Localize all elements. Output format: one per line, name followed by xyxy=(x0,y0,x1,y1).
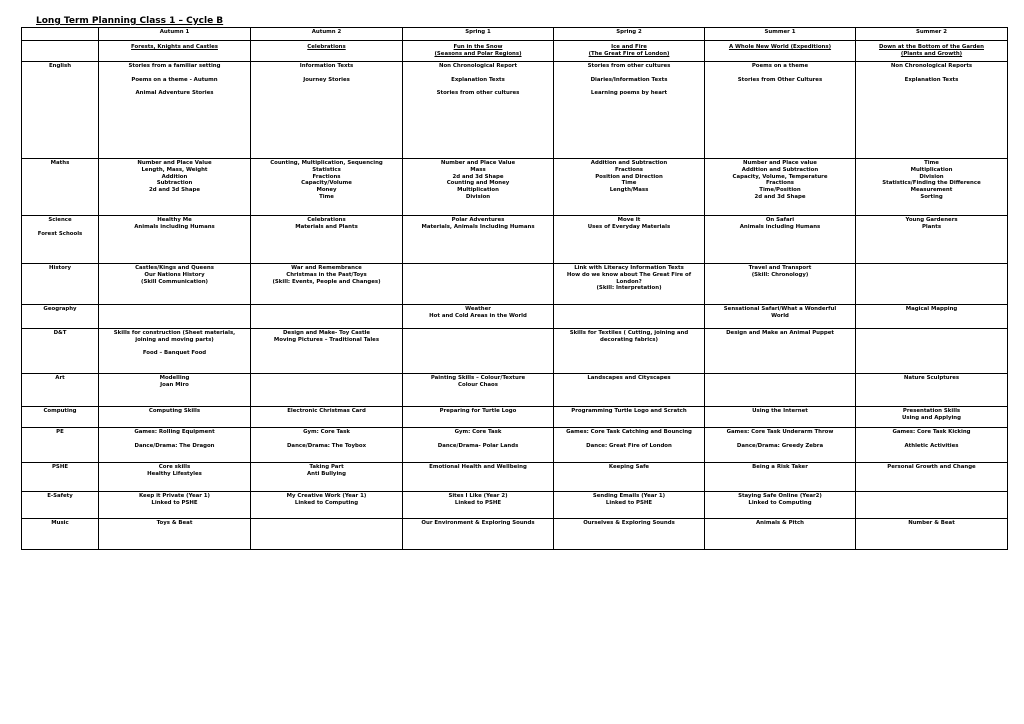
subject-cell xyxy=(22,305,99,329)
plan-cell xyxy=(856,329,1008,374)
plan-cell xyxy=(403,428,554,463)
plan-cell-line: Ourselves & Exploring Sounds xyxy=(583,520,675,526)
plan-cell xyxy=(251,463,403,492)
plan-cell-line: Fractions xyxy=(765,180,794,187)
plan-cell-line: Information Texts xyxy=(299,63,354,69)
plan-cell xyxy=(705,62,856,159)
topic-cell xyxy=(705,41,856,62)
subject-cell xyxy=(22,329,99,374)
plan-cell xyxy=(251,305,403,329)
plan-cell-line: Skills for construction (Sheet materials, xyxy=(113,330,236,336)
plan-cell xyxy=(99,264,251,305)
blank-line xyxy=(556,70,702,77)
plan-cell xyxy=(251,374,403,407)
plan-cell-line: Length, Mass, Weight xyxy=(141,166,208,173)
plan-cell xyxy=(856,519,1008,550)
plan-cell-line: (Skill: Chronology) xyxy=(751,271,809,278)
plan-cell xyxy=(705,519,856,550)
plan-cell-line: Programming Turtle Logo and Scratch xyxy=(571,408,687,414)
subject-row xyxy=(22,492,1008,519)
plan-cell-line: Magical Mapping xyxy=(905,306,958,312)
plan-cell-line: Hot and Cold Areas in the World xyxy=(429,312,527,319)
plan-cell xyxy=(554,492,705,519)
plan-cell xyxy=(705,407,856,428)
plan-cell-line: Counting, Multiplication, Sequencing xyxy=(270,160,383,166)
plan-cell-line: Young Gardeners xyxy=(905,217,958,223)
plan-cell-line: Landscapes and Cityscapes xyxy=(587,375,671,381)
corner-cell xyxy=(22,28,99,41)
plan-cell-line: Weather xyxy=(465,306,491,312)
plan-cell-line: Design and Make- Toy Castle xyxy=(282,330,371,336)
subject-label: Computing xyxy=(43,408,77,414)
plan-cell-line: Linked to PSHE xyxy=(605,499,653,506)
plan-cell xyxy=(99,492,251,519)
plan-cell-line: Staying Safe Online (Year2) xyxy=(738,493,822,499)
plan-cell-line: Toys & Beat xyxy=(156,520,193,526)
subject-row xyxy=(22,216,1008,264)
plan-cell-line: Capacity, Volume, Temperature xyxy=(732,173,828,180)
subject-label: PSHE xyxy=(51,464,69,470)
plan-cell-line: Preparing for Turtle Logo xyxy=(439,408,517,414)
plan-cell-line: Non Chronological Reports xyxy=(890,63,973,69)
plan-cell xyxy=(554,374,705,407)
subject-label: Art xyxy=(55,375,65,381)
plan-cell xyxy=(856,62,1008,159)
plan-cell-line: Uses of Everyday Materials xyxy=(587,223,671,230)
plan-cell xyxy=(705,374,856,407)
plan-cell-line: joining and moving parts) xyxy=(135,336,214,343)
topic-title: (The Great Fire of London) xyxy=(588,50,670,57)
plan-cell-line: Sorting xyxy=(920,193,943,200)
plan-cell-line: Stories from other cultures xyxy=(587,63,671,69)
plan-cell-line: Stories from other cultures xyxy=(436,90,520,96)
subject-row xyxy=(22,463,1008,492)
subject-row xyxy=(22,428,1008,463)
plan-cell xyxy=(403,159,554,216)
plan-cell-line: Counting and Money xyxy=(446,180,510,187)
plan-cell-line: Dance: Great Fire of London xyxy=(586,442,672,449)
plan-cell-line: Multiplication xyxy=(910,166,953,173)
plan-cell-line: Sending Emails (Year 1) xyxy=(592,493,666,499)
plan-cell xyxy=(251,264,403,305)
plan-cell-line: Materials and Plants xyxy=(295,223,358,230)
subject-cell xyxy=(22,407,99,428)
plan-cell xyxy=(99,374,251,407)
plan-cell-line: Number & Beat xyxy=(908,520,955,526)
plan-cell xyxy=(99,407,251,428)
plan-cell xyxy=(856,216,1008,264)
subject-cell xyxy=(22,159,99,216)
subject-row xyxy=(22,62,1008,159)
plan-cell xyxy=(251,216,403,264)
subject-cell xyxy=(22,519,99,550)
plan-cell xyxy=(856,264,1008,305)
plan-cell xyxy=(99,216,251,264)
plan-cell-line: On Safari xyxy=(765,217,795,223)
plan-cell-line: Fractions xyxy=(312,173,341,180)
blank-line xyxy=(556,436,702,443)
blank-line xyxy=(253,70,400,77)
topic-row xyxy=(22,41,1008,62)
plan-cell-line: Number and Place value xyxy=(743,160,817,166)
topic-cell xyxy=(403,41,554,62)
plan-cell-line: Time xyxy=(319,193,334,200)
plan-cell-line: Joan Miro xyxy=(160,381,189,388)
plan-cell-line: Linked to Computing xyxy=(748,499,812,506)
plan-cell xyxy=(856,374,1008,407)
topic-title: (Plants and Growth) xyxy=(900,50,963,57)
topic-cell xyxy=(554,41,705,62)
plan-cell xyxy=(554,216,705,264)
plan-cell xyxy=(403,492,554,519)
plan-cell-line: Our Nations History xyxy=(144,271,205,278)
plan-cell-line: Castles/Kings and Queens xyxy=(135,265,214,271)
plan-cell-line: Games: Rolling Equipment xyxy=(134,429,215,435)
plan-cell-line: Link with Literacy Information Texts xyxy=(574,265,684,271)
plan-cell-line: Sensational Safari/What a Wonderful xyxy=(723,306,837,312)
planning-table xyxy=(21,27,1008,550)
plan-cell-line: Personal Growth and Change xyxy=(887,464,976,470)
plan-cell xyxy=(99,305,251,329)
subject-row xyxy=(22,374,1008,407)
plan-cell-line: Christmas in the Past/Toys xyxy=(286,271,367,278)
plan-cell-line: Taking Part xyxy=(309,464,344,470)
plan-cell xyxy=(705,305,856,329)
blank-line xyxy=(101,344,248,351)
plan-cell-line: Polar Adventures xyxy=(451,217,505,223)
plan-cell-line: Games: Core Task Kicking xyxy=(892,429,971,435)
plan-cell-line: Design and Make an Animal Puppet xyxy=(726,330,834,336)
plan-cell-line: (Skill: Events, People and Changes) xyxy=(272,278,381,285)
term-header: Spring 1 xyxy=(403,28,554,41)
plan-cell-line: Computing Skills xyxy=(148,408,201,414)
plan-cell xyxy=(554,428,705,463)
plan-cell-line: Skills for Textiles ( Cutting, joining and xyxy=(569,330,689,336)
plan-cell-line: My Creative Work (Year 1) xyxy=(286,493,367,499)
subject-row xyxy=(22,159,1008,216)
subject-label: English xyxy=(48,63,72,69)
subject-cell xyxy=(22,216,99,264)
plan-cell-line: Games: Core Task Catching and Bouncing xyxy=(566,429,692,435)
plan-cell-line: Stories from a familiar setting xyxy=(128,63,221,69)
plan-cell xyxy=(554,463,705,492)
plan-cell-line: Statistics xyxy=(312,166,341,173)
plan-cell xyxy=(251,62,403,159)
plan-cell-line: Celebrations xyxy=(307,217,346,223)
plan-cell-line: How do we know about The Great Fire of xyxy=(566,271,692,278)
topic-cell xyxy=(856,41,1008,62)
subject-row xyxy=(22,305,1008,329)
plan-cell xyxy=(705,428,856,463)
document-title: Long Term Planning Class 1 – Cycle B xyxy=(36,16,224,26)
plan-cell xyxy=(856,159,1008,216)
plan-cell xyxy=(403,216,554,264)
plan-cell-line: Dance/Drama: The Toybox xyxy=(286,442,367,449)
plan-cell-line: 2d and 3d Shape xyxy=(148,187,201,193)
plan-cell xyxy=(99,428,251,463)
plan-cell xyxy=(856,407,1008,428)
plan-cell-line: Explanation Texts xyxy=(451,76,505,83)
plan-cell-line: Animals & Pitch xyxy=(755,520,805,526)
plan-cell-line: Poems on a theme xyxy=(751,63,809,69)
plan-cell-line: Modelling xyxy=(159,375,190,381)
plan-cell xyxy=(403,62,554,159)
plan-cell-line: Money xyxy=(316,187,337,193)
subject-label: Music xyxy=(51,520,69,526)
plan-cell xyxy=(554,264,705,305)
plan-cell-line: Dance/Drama- Polar Lands xyxy=(437,442,519,449)
term-header: Summer 1 xyxy=(705,28,856,41)
plan-cell-line: Animal Adventure Stories xyxy=(135,90,214,96)
plan-cell xyxy=(554,159,705,216)
plan-cell-line: Position and Direction xyxy=(595,173,663,180)
plan-cell-line: decorating fabrics) xyxy=(600,336,658,343)
plan-cell xyxy=(554,62,705,159)
subject-cell xyxy=(22,463,99,492)
plan-cell-line: Time xyxy=(924,160,939,166)
plan-cell-line: Division xyxy=(465,193,491,200)
plan-cell-line: Using the Internet xyxy=(752,408,808,414)
topic-cell xyxy=(251,41,403,62)
plan-cell-line: Length/Mass xyxy=(609,187,649,193)
plan-cell-line: Presentation Skills xyxy=(902,408,961,414)
plan-cell-line: Emotional Health and Wellbeing xyxy=(429,464,527,470)
topic-title: Fun in the Snow xyxy=(453,44,503,50)
plan-cell xyxy=(856,463,1008,492)
subject-label: Forest Schools xyxy=(37,230,83,237)
topic-label-cell xyxy=(22,41,99,62)
plan-cell-line: Electronic Christmas Card xyxy=(287,408,366,414)
blank-line xyxy=(405,70,551,77)
plan-cell-line: Gym: Core Task xyxy=(454,429,502,435)
subject-cell xyxy=(22,62,99,159)
plan-cell-line: Time xyxy=(621,180,637,187)
plan-cell-line: Core skills xyxy=(158,464,191,470)
topic-title: Down at the Bottom of the Garden xyxy=(878,44,985,50)
plan-cell xyxy=(856,492,1008,519)
plan-cell-line: Materials, Animals Including Humans xyxy=(421,223,535,230)
plan-cell-line: Healthy Lifestyles xyxy=(147,470,202,477)
blank-line xyxy=(858,70,1005,77)
plan-cell-line: Diaries/Information Texts xyxy=(590,76,668,83)
topic-title: (Seasons and Polar Regions) xyxy=(434,50,522,57)
blank-line xyxy=(405,83,551,90)
term-header: Summer 2 xyxy=(856,28,1008,41)
blank-line xyxy=(405,436,551,443)
plan-cell-line: Gym: Core Task xyxy=(303,429,350,435)
plan-cell-line: Painting Skills – Colour/Texture xyxy=(430,375,526,381)
plan-cell xyxy=(554,407,705,428)
topic-title: Forests, Knights and Castles xyxy=(131,44,218,50)
plan-cell xyxy=(705,216,856,264)
plan-cell xyxy=(705,264,856,305)
plan-cell xyxy=(251,428,403,463)
subject-row xyxy=(22,264,1008,305)
plan-cell-line: Addition and Subtraction xyxy=(741,166,819,173)
plan-cell-line: Keeping Safe xyxy=(608,464,650,470)
subject-row xyxy=(22,407,1008,428)
plan-cell-line: Our Environment & Exploring Sounds xyxy=(421,520,535,526)
plan-cell xyxy=(99,159,251,216)
plan-cell xyxy=(99,329,251,374)
blank-line xyxy=(707,70,853,77)
plan-cell-line: (Skill: Interpretation) xyxy=(596,285,662,292)
plan-cell-line: Journey Stories xyxy=(303,76,350,83)
plan-cell xyxy=(99,519,251,550)
plan-cell xyxy=(705,463,856,492)
plan-cell-line: Travel and Transport xyxy=(748,265,812,271)
plan-cell xyxy=(554,329,705,374)
plan-cell xyxy=(554,305,705,329)
subject-label: PE xyxy=(56,429,64,435)
plan-cell-line: Learning poems by heart xyxy=(590,90,668,96)
plan-cell-line: (Skill Communication) xyxy=(140,278,209,285)
plan-cell xyxy=(251,407,403,428)
subject-cell xyxy=(22,428,99,463)
plan-cell xyxy=(403,305,554,329)
plan-cell-line: Capacity/Volume xyxy=(301,180,352,187)
plan-cell-line: Linked to PSHE xyxy=(151,499,198,506)
subject-label: History xyxy=(48,265,72,271)
plan-cell-line: War and Remembrance xyxy=(291,265,362,271)
blank-line xyxy=(858,436,1005,443)
plan-cell-line: Mass xyxy=(470,166,486,173)
plan-cell-line: Poems on a theme - Autumn xyxy=(131,76,218,83)
topic-cell xyxy=(99,41,251,62)
subject-label: Geography xyxy=(43,306,77,312)
plan-cell xyxy=(403,264,554,305)
plan-cell-line: Dance/Drama: The Dragon xyxy=(134,442,215,449)
topic-title: A Whole New World (Expeditions) xyxy=(728,44,832,50)
plan-cell-line: 2d and 3d Shape xyxy=(452,173,504,180)
plan-cell-line: Plants xyxy=(921,223,942,230)
plan-cell-line: Food – Banquet Food xyxy=(142,350,207,357)
plan-cell-line: Stories from Other Cultures xyxy=(737,76,823,83)
plan-cell-line: Nature Sculptures xyxy=(903,375,960,381)
blank-line xyxy=(101,70,248,77)
plan-cell-line: Fractions xyxy=(614,166,643,173)
plan-cell xyxy=(403,329,554,374)
plan-cell-line: Animals including Humans xyxy=(134,223,215,230)
plan-cell-line: Explanation Texts xyxy=(904,76,959,83)
plan-cell xyxy=(251,159,403,216)
subject-row xyxy=(22,329,1008,374)
plan-cell xyxy=(705,159,856,216)
plan-cell-line: Dance/Drama: Greedy Zebra xyxy=(736,442,824,449)
plan-cell xyxy=(554,519,705,550)
plan-cell xyxy=(251,329,403,374)
subject-label: E-Safety xyxy=(47,493,73,499)
plan-cell xyxy=(403,374,554,407)
plan-cell-line: Division xyxy=(919,173,944,180)
plan-cell-line: Number and Place Value xyxy=(137,160,212,166)
plan-cell xyxy=(403,519,554,550)
plan-cell-line: Colour Chaos xyxy=(458,381,498,388)
plan-cell xyxy=(705,492,856,519)
plan-cell-line: Anti Bullying xyxy=(306,470,346,477)
subject-cell xyxy=(22,374,99,407)
plan-cell-line: World xyxy=(771,312,789,319)
plan-cell-line: Addition xyxy=(161,173,188,180)
plan-cell-line: Athletic Activities xyxy=(904,442,959,449)
plan-cell xyxy=(251,492,403,519)
plan-cell xyxy=(251,519,403,550)
plan-cell-line: Keep it Private (Year 1) xyxy=(138,493,211,499)
plan-cell-line: Time/Position xyxy=(759,187,801,193)
plan-cell-line: Sites I Like (Year 2) xyxy=(448,493,508,499)
term-header: Spring 2 xyxy=(554,28,705,41)
subject-label: Science xyxy=(48,217,72,223)
plan-cell-line: Healthy Me xyxy=(157,217,192,223)
topic-title: Celebrations xyxy=(307,44,346,50)
blank-line xyxy=(101,83,248,90)
plan-cell xyxy=(99,463,251,492)
plan-cell-line: Statistics/Finding the Difference xyxy=(882,180,981,187)
term-header: Autumn 2 xyxy=(251,28,403,41)
plan-cell-line: Linked to PSHE xyxy=(454,499,502,506)
blank-line xyxy=(24,224,96,231)
blank-line xyxy=(101,436,248,443)
subject-label: D&T xyxy=(53,330,67,336)
plan-cell-line: Move It xyxy=(617,217,641,223)
subject-cell xyxy=(22,264,99,305)
plan-cell xyxy=(856,305,1008,329)
plan-cell-line: Multiplication xyxy=(457,187,499,193)
plan-cell xyxy=(403,407,554,428)
plan-cell xyxy=(99,62,251,159)
plan-cell-line: Animals including Humans xyxy=(739,223,821,230)
blank-line xyxy=(253,436,400,443)
term-header: Autumn 1 xyxy=(99,28,251,41)
plan-cell-line: Measurement xyxy=(910,187,953,193)
blank-line xyxy=(707,436,853,443)
plan-cell-line: Being a Risk Taker xyxy=(752,464,808,470)
plan-cell xyxy=(856,428,1008,463)
plan-cell-line: Number and Place Value xyxy=(440,160,516,166)
plan-cell xyxy=(705,329,856,374)
plan-cell-line: London? xyxy=(616,278,642,285)
plan-cell-line: Addition and Subtraction xyxy=(590,160,668,166)
plan-cell-line: Games: Core Task Underarm Throw xyxy=(726,429,834,435)
subject-row xyxy=(22,519,1008,550)
plan-cell-line: Moving Pictures – Traditional Tales xyxy=(273,336,380,343)
plan-cell-line: Non Chronological Report xyxy=(438,63,518,69)
plan-cell-line: 2d and 3d Shape xyxy=(754,193,806,200)
plan-cell-line: Linked to Computing xyxy=(294,499,359,506)
blank-line xyxy=(556,83,702,90)
topic-title: Ice and Fire xyxy=(611,44,647,50)
term-header-row xyxy=(22,28,1008,41)
subject-label: Maths xyxy=(50,160,70,166)
subject-cell xyxy=(22,492,99,519)
plan-cell-line: Using and Applying xyxy=(901,414,961,421)
plan-cell xyxy=(403,463,554,492)
plan-cell-line: Subtraction xyxy=(156,180,193,187)
